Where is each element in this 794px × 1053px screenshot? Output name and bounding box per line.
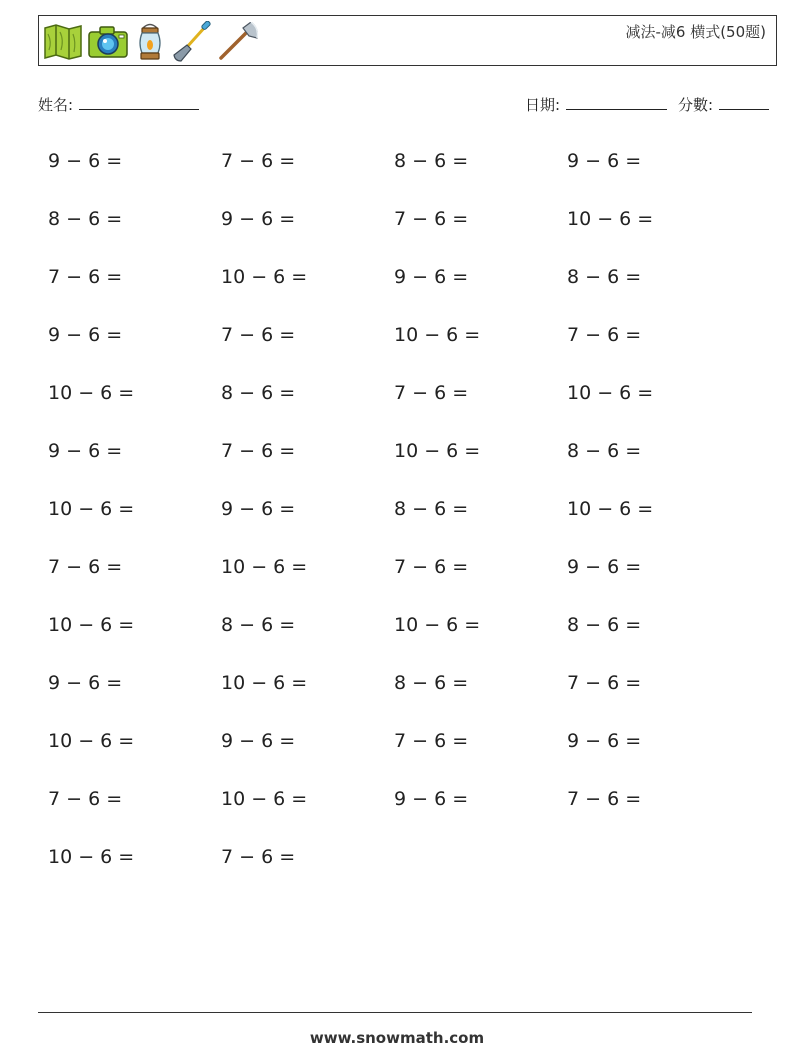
problem-item: 8 − 6 = (567, 614, 642, 636)
problem-item: 8 − 6 = (221, 614, 296, 636)
problem-item: 7 − 6 = (567, 324, 642, 346)
problem-item: 7 − 6 = (394, 208, 469, 230)
problem-item: 7 − 6 = (567, 672, 642, 694)
problem-item: 10 − 6 = (48, 730, 135, 752)
date-blank[interactable] (566, 94, 667, 110)
problem-item: 8 − 6 = (394, 498, 469, 520)
problem-item: 7 − 6 = (394, 730, 469, 752)
problem-item: 7 − 6 = (48, 556, 123, 578)
problem-item: 9 − 6 = (221, 730, 296, 752)
problem-item: 10 − 6 = (567, 498, 654, 520)
problem-item: 9 − 6 = (48, 324, 123, 346)
problem-item: 7 − 6 = (221, 846, 296, 868)
problem-item: 10 − 6 = (48, 614, 135, 636)
score-field (678, 94, 769, 115)
problem-item: 10 − 6 = (394, 324, 481, 346)
problem-item: 8 − 6 = (567, 266, 642, 288)
problem-item: 9 − 6 = (567, 556, 642, 578)
camera-icon (87, 24, 129, 60)
header-box (38, 15, 777, 66)
problem-item: 9 − 6 = (567, 150, 642, 172)
problem-item: 9 − 6 = (48, 150, 123, 172)
problem-item: 8 − 6 = (394, 150, 469, 172)
map-icon (43, 24, 83, 60)
problem-item: 10 − 6 = (567, 382, 654, 404)
problem-item: 7 − 6 = (48, 788, 123, 810)
problem-item: 10 − 6 = (221, 672, 308, 694)
name-blank[interactable] (79, 94, 199, 110)
problem-item: 10 − 6 = (567, 208, 654, 230)
problem-item: 9 − 6 = (567, 730, 642, 752)
lantern-icon (133, 21, 167, 63)
problem-item: 10 − 6 = (221, 788, 308, 810)
problem-item: 9 − 6 = (394, 788, 469, 810)
problem-item: 8 − 6 = (394, 672, 469, 694)
problem-item: 10 − 6 = (394, 614, 481, 636)
problem-item: 7 − 6 = (221, 324, 296, 346)
problem-item: 7 − 6 = (567, 788, 642, 810)
problem-item: 9 − 6 = (394, 266, 469, 288)
icon-strip (43, 20, 261, 64)
score-blank[interactable] (719, 94, 769, 110)
date-label: 日期: (525, 96, 561, 114)
problem-item: 10 − 6 = (394, 440, 481, 462)
problem-item: 10 − 6 = (221, 556, 308, 578)
problem-item: 10 − 6 = (48, 382, 135, 404)
problem-item: 10 − 6 = (48, 846, 135, 868)
axe-icon (217, 22, 261, 62)
problem-item: 7 − 6 = (221, 150, 296, 172)
name-label: 姓名: (38, 96, 74, 114)
problem-item: 8 − 6 = (48, 208, 123, 230)
problem-item: 7 − 6 = (221, 440, 296, 462)
footer-url: www.snowmath.com (309, 1029, 485, 1047)
footer-divider (38, 1012, 752, 1013)
worksheet-title: 减法-减6 横式(50题) (625, 23, 766, 41)
problem-item: 8 − 6 = (221, 382, 296, 404)
problem-item: 7 − 6 = (394, 382, 469, 404)
problem-item: 9 − 6 = (48, 672, 123, 694)
name-field (38, 94, 199, 115)
problem-item: 7 − 6 = (394, 556, 469, 578)
problem-item: 10 − 6 = (221, 266, 308, 288)
problem-item: 9 − 6 = (221, 208, 296, 230)
problem-item: 8 − 6 = (567, 440, 642, 462)
problem-item: 9 − 6 = (221, 498, 296, 520)
score-label: 分數: (678, 96, 714, 114)
problem-item: 7 − 6 = (48, 266, 123, 288)
date-field (525, 94, 667, 115)
problem-item: 9 − 6 = (48, 440, 123, 462)
problem-item: 10 − 6 = (48, 498, 135, 520)
shovel-icon (171, 21, 213, 63)
